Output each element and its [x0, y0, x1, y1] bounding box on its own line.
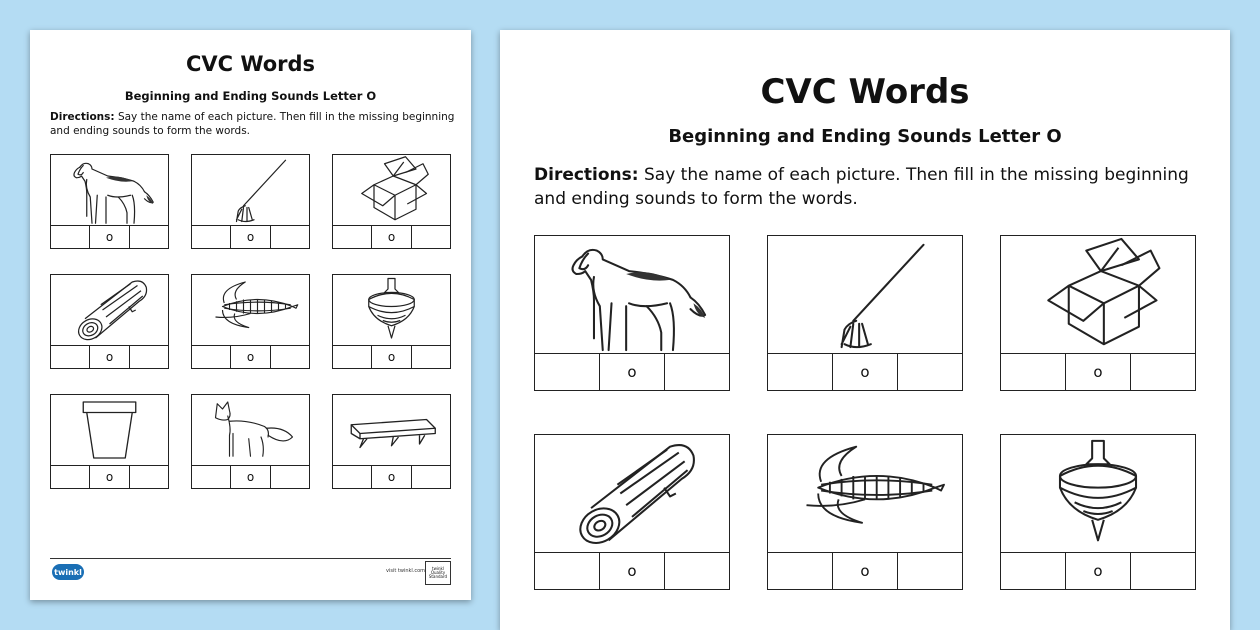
mop-icon — [768, 236, 962, 353]
ending-sound-box[interactable] — [1131, 354, 1195, 390]
beginning-sound-box[interactable] — [51, 466, 90, 488]
ending-sound-box[interactable] — [898, 553, 962, 589]
directions-text: Say the name of each picture. Then fill in the missing beginning and ending sounds to form the words. — [50, 111, 455, 137]
ending-sound-box[interactable] — [271, 226, 309, 248]
vowel-letter: o — [1093, 363, 1103, 381]
vowel-letter: o — [1093, 562, 1103, 580]
vowel-letter: o — [387, 350, 396, 364]
picture-card-box — [1000, 235, 1196, 391]
picture-card-mop — [767, 235, 963, 391]
picture-card-top — [1000, 434, 1196, 590]
ending-sound-box[interactable] — [271, 466, 309, 488]
picture-card-box — [332, 154, 451, 249]
beginning-sound-box[interactable] — [535, 553, 600, 589]
box-icon — [333, 155, 450, 225]
vowel-letter: o — [627, 363, 637, 381]
vowel-letter: o — [105, 350, 114, 364]
ending-sound-box[interactable] — [665, 354, 729, 390]
ending-sound-box[interactable] — [665, 553, 729, 589]
top-icon — [1001, 435, 1195, 552]
ending-sound-box[interactable] — [130, 466, 168, 488]
page-title: CVC Words — [185, 52, 316, 76]
vowel-letter: o — [860, 562, 870, 580]
picture-card-top — [332, 274, 451, 369]
worksheet-zoomed — [500, 30, 1230, 630]
beginning-sound-box[interactable] — [192, 466, 231, 488]
worksheet-thumbnail — [30, 30, 471, 600]
cob-icon — [768, 435, 962, 552]
picture-card-fox — [191, 394, 310, 489]
pot-icon — [51, 395, 168, 465]
vowel-letter: o — [246, 470, 255, 484]
vowel-letter: o — [246, 230, 255, 244]
vowel-letter: o — [860, 363, 870, 381]
vowel-letter: o — [246, 350, 255, 364]
picture-card-cot — [332, 394, 451, 489]
directions-text: Say the name of each picture. Then fill in the missing beginning and ending sounds to form the words. — [534, 165, 1189, 209]
twinkl-logo: twinkl — [52, 564, 84, 580]
picture-card-log — [50, 274, 169, 369]
ending-sound-box[interactable] — [130, 226, 168, 248]
directions-label: Directions: — [50, 111, 115, 123]
picture-card-log — [534, 434, 730, 590]
log-icon — [535, 435, 729, 552]
top-icon — [333, 275, 450, 345]
ending-sound-box[interactable] — [271, 346, 309, 368]
ending-sound-box[interactable] — [1131, 553, 1195, 589]
picture-card-cob — [767, 434, 963, 590]
beginning-sound-box[interactable] — [333, 466, 372, 488]
directions — [534, 164, 1204, 212]
mop-icon — [192, 155, 309, 225]
picture-card-dog — [50, 154, 169, 249]
vowel-letter: o — [387, 470, 396, 484]
box-icon — [1001, 236, 1195, 353]
picture-card-dog — [534, 235, 730, 391]
vowel-letter: o — [105, 230, 114, 244]
picture-card-pot — [50, 394, 169, 489]
cob-icon — [192, 275, 309, 345]
beginning-sound-box[interactable] — [768, 354, 833, 390]
vowel-letter: o — [387, 230, 396, 244]
footer-url: visit twinkl.com — [386, 568, 426, 574]
beginning-sound-box[interactable] — [192, 346, 231, 368]
picture-card-cob — [191, 274, 310, 369]
quality-stamp: twinkl Quality Standard — [425, 561, 451, 585]
beginning-sound-box[interactable] — [768, 553, 833, 589]
ending-sound-box[interactable] — [412, 466, 450, 488]
cot-icon — [333, 395, 450, 465]
beginning-sound-box[interactable] — [51, 346, 90, 368]
beginning-sound-box[interactable] — [535, 354, 600, 390]
beginning-sound-box[interactable] — [1001, 354, 1066, 390]
ending-sound-box[interactable] — [898, 354, 962, 390]
fox-icon — [192, 395, 309, 465]
ending-sound-box[interactable] — [412, 346, 450, 368]
log-icon — [51, 275, 168, 345]
beginning-sound-box[interactable] — [333, 226, 372, 248]
dog-icon — [51, 155, 168, 225]
beginning-sound-box[interactable] — [192, 226, 231, 248]
beginning-sound-box[interactable] — [333, 346, 372, 368]
page-title: CVC Words — [760, 72, 970, 112]
directions — [50, 111, 460, 138]
dog-icon — [535, 236, 729, 353]
footer-divider — [50, 558, 451, 559]
beginning-sound-box[interactable] — [51, 226, 90, 248]
beginning-sound-box[interactable] — [1001, 553, 1066, 589]
vowel-letter: o — [627, 562, 637, 580]
page-subtitle: Beginning and Ending Sounds Letter O — [668, 126, 1062, 147]
ending-sound-box[interactable] — [412, 226, 450, 248]
directions-label: Directions: — [534, 165, 639, 185]
vowel-letter: o — [105, 470, 114, 484]
picture-card-mop — [191, 154, 310, 249]
page-subtitle: Beginning and Ending Sounds Letter O — [124, 89, 377, 103]
ending-sound-box[interactable] — [130, 346, 168, 368]
